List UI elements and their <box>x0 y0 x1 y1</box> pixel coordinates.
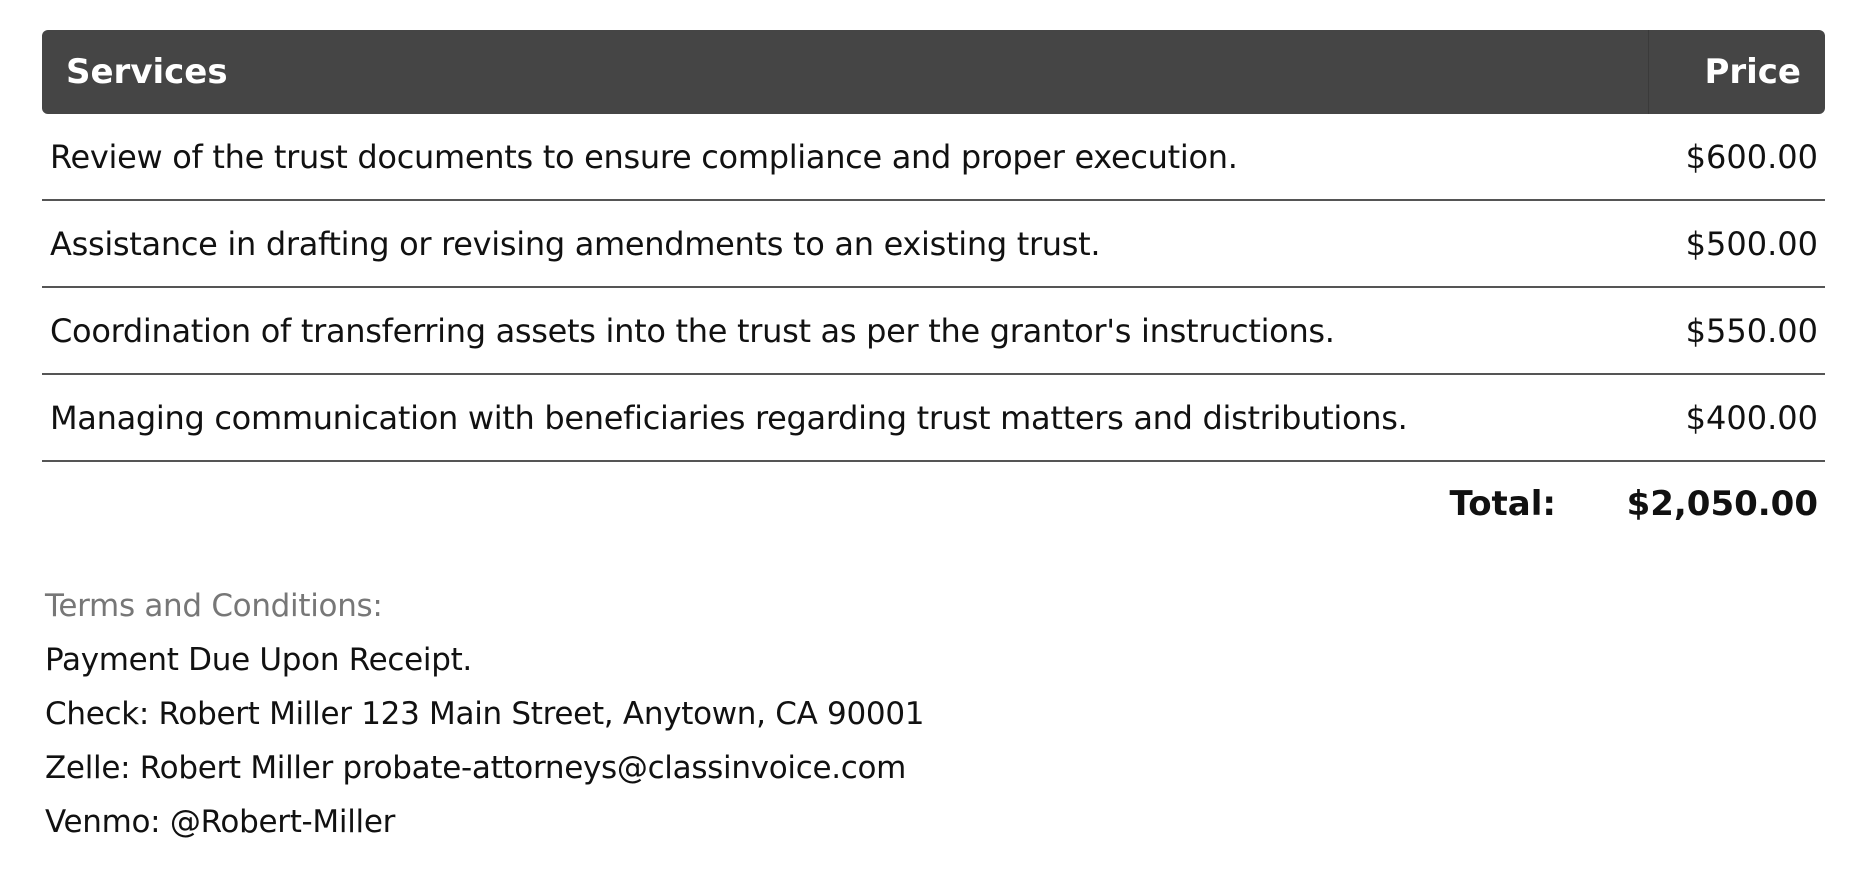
zelle-payment-line: Zelle: Robert Miller probate-attorneys@classinvoice.com <box>45 750 907 786</box>
terms-heading: Terms and Conditions: <box>45 588 383 624</box>
check-payment-line: Check: Robert Miller 123 Main Street, Anytown, CA 90001 <box>45 696 925 732</box>
service-description: Managing communication with beneficiaries regarding trust matters and distributions. <box>50 398 1408 437</box>
payment-due-line: Payment Due Upon Receipt. <box>45 642 472 678</box>
services-column-header: Services <box>66 52 228 92</box>
total-label: Total: <box>1449 484 1556 524</box>
table-row <box>42 288 1825 375</box>
service-price: $550.00 <box>1685 311 1818 350</box>
service-price: $400.00 <box>1685 398 1818 437</box>
price-column-header: Price <box>1704 52 1801 92</box>
total-value: $2,050.00 <box>1626 484 1818 524</box>
service-description: Review of the trust documents to ensure compliance and proper execution. <box>50 137 1238 176</box>
table-row <box>42 114 1825 201</box>
venmo-payment-line: Venmo: @Robert-Miller <box>45 804 396 840</box>
column-divider <box>1648 30 1649 114</box>
total-row <box>42 462 1825 546</box>
table-row <box>42 375 1825 462</box>
service-price: $600.00 <box>1685 137 1818 176</box>
table-row <box>42 201 1825 288</box>
service-description: Coordination of transferring assets into the trust as per the grantor's instructions. <box>50 311 1335 350</box>
table-header <box>42 30 1825 114</box>
service-price: $500.00 <box>1685 224 1818 263</box>
terms-section <box>45 584 924 854</box>
service-description: Assistance in drafting or revising amendments to an existing trust. <box>50 224 1101 263</box>
services-table <box>42 30 1825 546</box>
